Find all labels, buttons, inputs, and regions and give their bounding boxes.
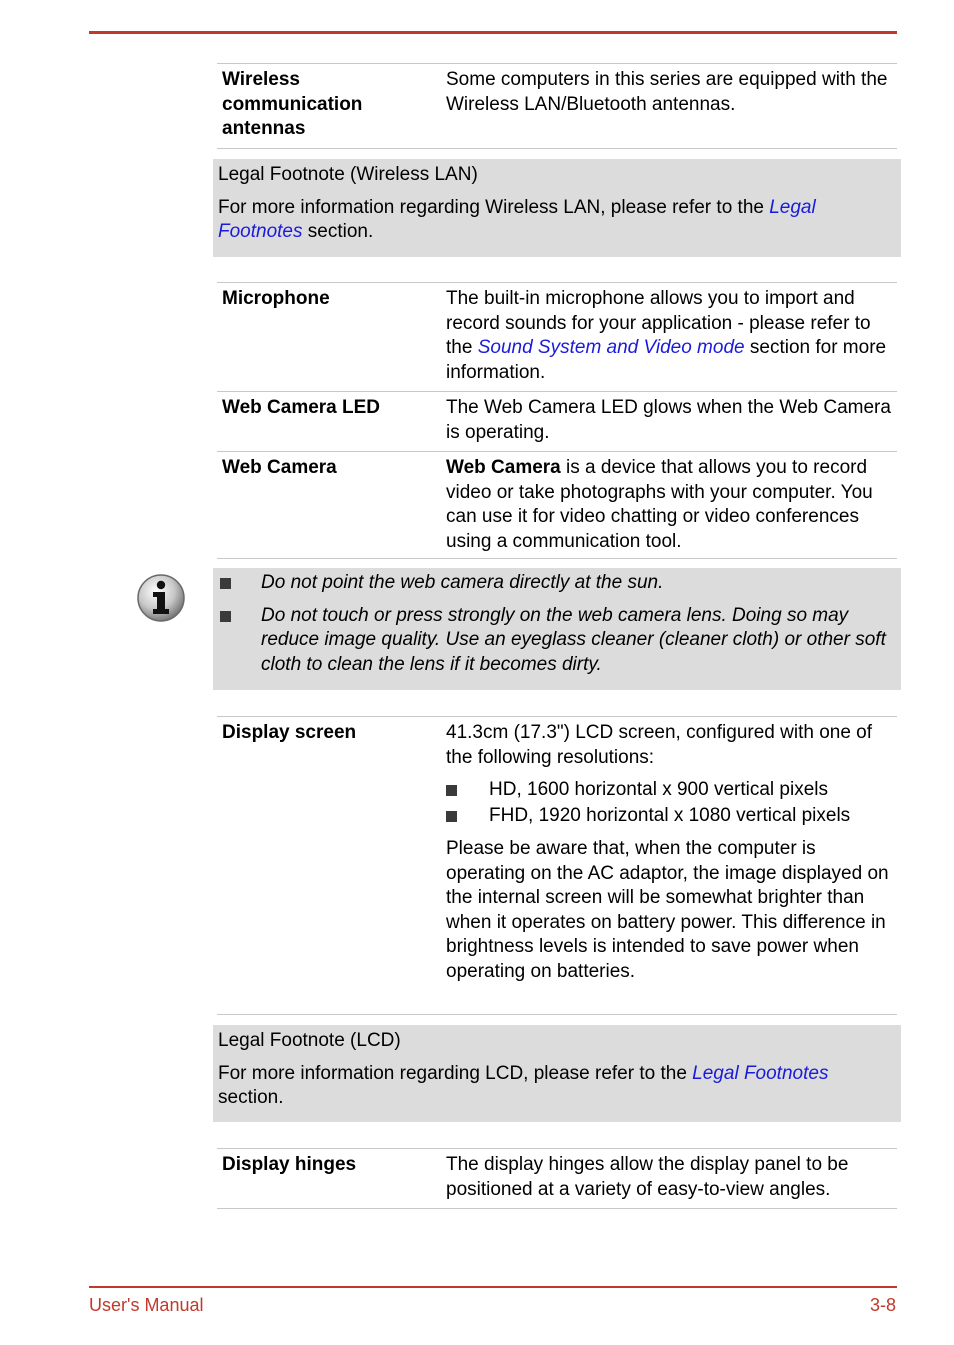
legal-footnotes-link[interactable]: Legal Footnotes: [692, 1062, 829, 1084]
list-item: Do not touch or press strongly on the web camera lens. Doing so may reduce image quality. Use an eyeglass cleaner (cleaner cloth) or other soft cloth to clean the lens if it becomes dirty.: [218, 604, 893, 678]
table-row: [217, 451, 897, 559]
footer-rule: [89, 1286, 897, 1288]
table-row: [217, 716, 897, 1015]
table-row: [217, 63, 897, 149]
table-row: [217, 391, 897, 451]
footer-manual-title: User's Manual: [89, 1295, 204, 1315]
footnote-text: For more information regarding Wireless LAN, please refer to the Legal Footnotes section.: [218, 196, 816, 242]
term-webcam-led: Web Camera LED: [222, 397, 381, 418]
footnote-text: For more information regarding LCD, please refer to the Legal Footnotes section.: [218, 1062, 829, 1108]
microphone-camera-table: [217, 282, 897, 559]
caution-list: [218, 571, 893, 677]
term-wireless-antennas: Wireless communication antennas: [222, 69, 363, 139]
term-webcam: Web Camera: [222, 457, 337, 478]
table-row: [217, 1148, 897, 1209]
legal-footnote-wlan: [213, 159, 901, 257]
list-item: Do not point the web camera directly at the sun.: [218, 571, 893, 596]
desc-display-screen: [441, 717, 897, 1014]
desc-webcam: Web Camera is a device that allows you to record video or take photographs with your computer. You can use it for video chatting or video conferences using a communication tool.: [446, 457, 873, 552]
desc-microphone: The built-in microphone allows you to import and record sounds for your application - please refer to the Sound System and Video mode section for more information.: [446, 288, 887, 383]
sound-system-link[interactable]: Sound System and Video mode: [477, 337, 745, 358]
desc-webcam-led: The Web Camera LED glows when the Web Camera is operating.: [446, 397, 891, 443]
webcam-caution-note: [213, 568, 901, 690]
footnote-title: Legal Footnote (Wireless LAN): [218, 164, 478, 185]
list-item: FHD, 1920 horizontal x 1080 vertical pixels: [446, 804, 897, 829]
resolution-list: [446, 778, 897, 828]
wireless-table: [217, 63, 897, 149]
term-display-hinges: Display hinges: [222, 1154, 357, 1175]
term-microphone: Microphone: [222, 288, 330, 309]
display-note: Please be aware that, when the computer is operating on the AC adaptor, the image displayed on the internal screen will be somewhat brighter than when it operates on battery power. This difference in brightness levels is intended to save power when operating on batteries.: [446, 838, 889, 982]
desc-display-hinges: The display hinges allow the display panel to be positioned at a variety of easy-to-view angles.: [446, 1154, 849, 1200]
display-intro: 41.3cm (17.3") LCD screen, configured with one of the following resolutions:: [446, 722, 873, 768]
desc-wireless-antennas: Some computers in this series are equipped with the Wireless LAN/Bluetooth antennas.: [446, 69, 888, 115]
term-display-screen: Display screen: [222, 722, 357, 743]
info-icon: [136, 573, 186, 623]
header-rule: [89, 31, 897, 34]
list-item: HD, 1600 horizontal x 900 vertical pixels: [446, 778, 897, 803]
page-number: 3-8: [869, 1295, 896, 1315]
table-row: [217, 282, 897, 391]
footnote-title: Legal Footnote (LCD): [218, 1030, 401, 1051]
legal-footnote-lcd: [213, 1025, 901, 1122]
display-hinges-table: [217, 1148, 897, 1209]
legal-footnotes-link[interactable]: Legal Footnotes: [218, 196, 816, 242]
display-screen-table: [217, 716, 897, 1015]
